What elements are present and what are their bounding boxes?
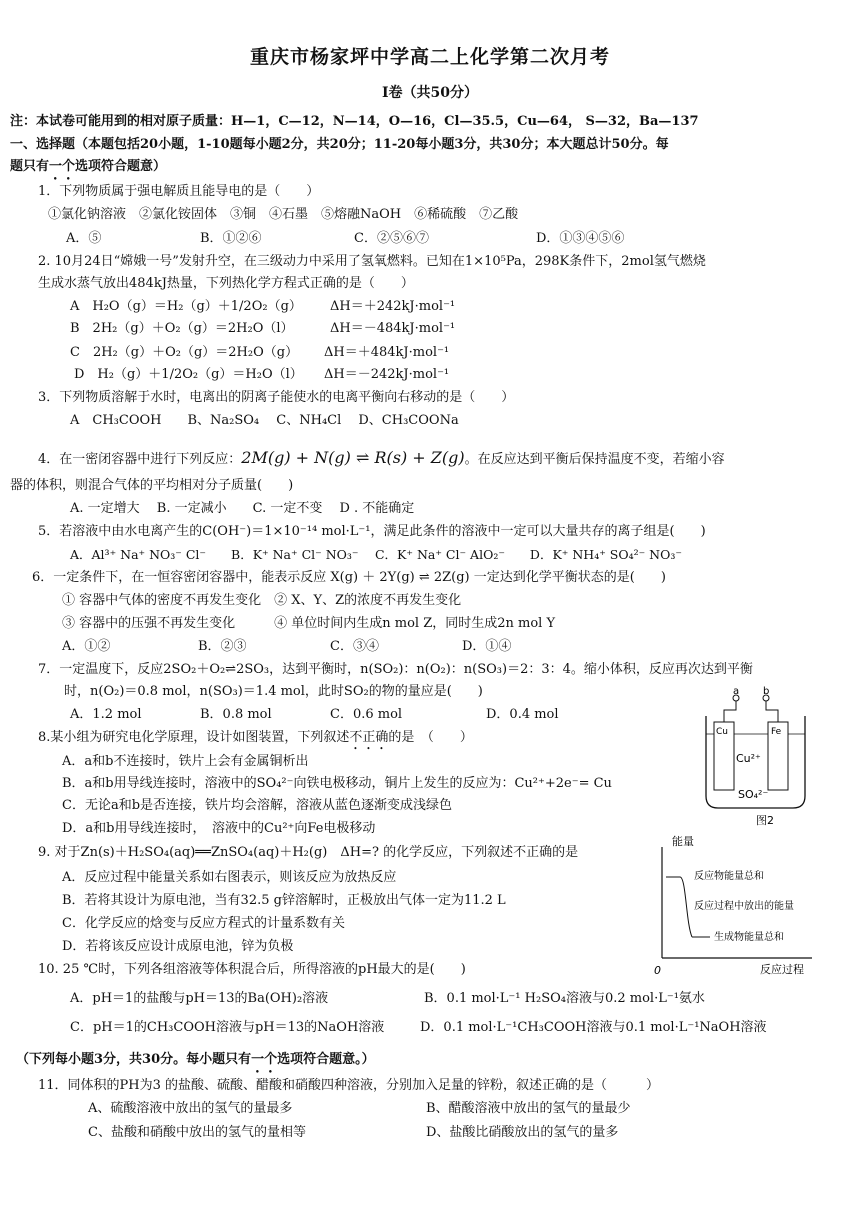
q4-stem: 4．在一密闭容器中进行下列反应：2M(g) + N(g) ⇌ R(s) + Z(g)。在反应达到平衡后保持温度不变，若缩小容 xyxy=(38,448,725,467)
q2-option-a: A H₂O（g）＝H₂（g）＋1/2O₂（g） xyxy=(70,299,302,314)
q7-option-a: A．1.2 mol xyxy=(70,707,142,722)
q1-option-c: C．②⑤⑥⑦ xyxy=(354,231,429,246)
q10-option-c: C．pH＝1的CH₃COOH溶液与pH＝13的NaOH溶液 xyxy=(70,1020,385,1035)
cu-electrode-label: Cu xyxy=(716,727,728,737)
q11-option-c: C、盐酸和硝酸中放出的氢气的量相等 xyxy=(88,1125,306,1140)
q8-option-d: D．a和b用导线连接时， 溶液中的Cu²⁺向Fe电极移动 xyxy=(62,821,376,836)
q2-option-d: D H₂（g）＋1/2O₂（g）＝H₂O（l） xyxy=(74,367,303,382)
q8-stem: 8.某小组为研究电化学原理，设计如图装置，下列叙述不正确的是 （ ） xyxy=(38,730,473,745)
q11-option-d: D、盐酸比硝酸放出的氢气的量多 xyxy=(426,1125,619,1140)
q2-option-c-dh: ΔH＝＋484kJ·mol⁻¹ xyxy=(324,345,450,360)
q9-option-c: C．化学反应的焓变与反应方程式的计量系数有关 xyxy=(62,916,345,931)
q8-option-b: B．a和b用导线连接时，溶液中的SO₄²⁻向铁电极移动，铜片上发生的反应为：Cu²⁺+2e⁻= Cu xyxy=(62,776,612,791)
q6-items-1: ① 容器中气体的密度不再发生变化 ② X、Y、Z的浓度不再发生变化 xyxy=(62,593,462,608)
section2-header: （下列每小题3分，共30分。每小题只有一个选项符合题意。） xyxy=(16,1052,375,1067)
q8-option-c: C．无论a和b是否连接，铁片均会溶解，溶液从蓝色逐渐变成浅绿色 xyxy=(62,798,453,813)
q10-option-a: A．pH＝1的盐酸与pH＝13的Ba(OH)₂溶液 xyxy=(70,991,329,1006)
q3-stem: 3．下列物质溶解于水时，电离出的阴离子能使水的电离平衡向右移动的是（ ） xyxy=(38,390,515,405)
electrochemical-cell-figure xyxy=(698,686,813,826)
q1-option-b: B．①②⑥ xyxy=(200,231,262,246)
q6-option-a: A．①② xyxy=(62,639,111,654)
page-title: 重庆市杨家坪中学高二上化学第二次月考 xyxy=(249,46,610,68)
q5-stem: 5．若溶液中由水电离产生的C(OH⁻)＝1×10⁻¹⁴ mol·L⁻¹，满足此条件的溶液中一定可以大量共存的离子组是( ) xyxy=(38,524,706,539)
q1-option-a: A．⑤ xyxy=(66,231,102,246)
q4-stem-line2: 器的体积，则混合气体的平均相对分子质量( ) xyxy=(10,478,294,493)
q11-option-b: B、醋酸溶液中放出的氢气的量最少 xyxy=(426,1101,631,1116)
q10-stem: 10. 25 ℃时，下列各组溶液等体积混合后，所得溶液的pH最大的是( ) xyxy=(38,962,466,977)
q7-stem-line1: 7．一定温度下，反应2SO₂＋O₂⇌2SO₃，达到平衡时，n(SO₂)：n(O₂)：n(SO₃)＝2：3：4。缩小体积，反应再次达到平衡 xyxy=(38,662,753,677)
fe-electrode-label: Fe xyxy=(771,727,782,737)
q2-option-b: B 2H₂（g）＋O₂（g）＝2H₂O（l） xyxy=(70,321,294,336)
q7-option-c: C．0.6 mol xyxy=(330,707,403,722)
q7-option-d: D．0.4 mol xyxy=(486,707,559,722)
q4-options: A. 一定增大 B. 一定减小 C. 一定不变 D . 不能确定 xyxy=(70,501,415,516)
q10-option-b: B．0.1 mol·L⁻¹ H₂SO₄溶液与0.2 mol·L⁻¹氨水 xyxy=(424,991,705,1006)
section1-header: 一、选择题（本题包括20小题，1-10题每小题2分，共20分；11-20每小题3分，共30分；本大题总计50分。每 xyxy=(10,137,669,152)
q6-option-b: B．②③ xyxy=(198,639,247,654)
q10-option-d: D．0.1 mol·L⁻¹CH₃COOH溶液与0.1 mol·L⁻¹NaOH溶液 xyxy=(420,1020,767,1035)
q9-option-a: A．反应过程中能量关系如右图表示，则该反应为放热反应 xyxy=(62,870,397,885)
reactant-energy-label: 反应物能量总和 xyxy=(694,871,764,882)
q8-option-a: A．a和b不连接时，铁片上会有金属铜析出 xyxy=(62,754,309,769)
q9-option-d: D．若将该反应设计成原电池，锌为负极 xyxy=(62,939,294,954)
product-energy-label: 生成物能量总和 xyxy=(714,932,784,943)
q2-stem-line1: 2. 10月24日“嫦娥一号”发射升空，在三级动力中采用了氢氧燃料。已知在1×10⁵Pa，298K条件下，2mol氢气燃烧 xyxy=(38,254,706,269)
q1-items: ①氯化钠溶液 ②氯化铵固体 ③铜 ④石墨 ⑤熔融NaOH ⑥稀硫酸 ⑦乙酸 xyxy=(48,207,519,222)
energy-axis-label: 能量 xyxy=(672,835,694,848)
q11-stem: 11．同体积的PH为3 的盐酸、硫酸、醋酸和硝酸四种溶液，分别加入足量的锌粉，叙述正确的是（ ） xyxy=(38,1078,660,1093)
q6-option-d: D．①④ xyxy=(462,639,512,654)
q5-options: A．Al³⁺ Na⁺ NO₃⁻ Cl⁻ B．K⁺ Na⁺ Cl⁻ NO₃⁻ C．K⁺ Na⁺ Cl⁻ AlO₂⁻ D．K⁺ NH₄⁺ SO₄²⁻ NO₃⁻ xyxy=(70,547,682,562)
q6-stem: 6．一定条件下，在一恒容密闭容器中，能表示反应 X(g) ＋ 2Y(g) ⇌ 2Z(g) 一定达到化学平衡状态的是( ) xyxy=(32,570,666,585)
q2-option-b-dh: ΔH＝－484kJ·mol⁻¹ xyxy=(330,321,456,336)
q7-option-b: B．0.8 mol xyxy=(200,707,272,722)
q9-stem: 9. 对于Zn(s)＋H₂SO₄(aq)══ZnSO₄(aq)＋H₂(g) ΔH=? 的化学反应，下列叙述不正确的是 xyxy=(38,845,579,860)
q2-option-d-dh: ΔH＝－242kJ·mol⁻¹ xyxy=(324,367,450,382)
origin-label: 0 xyxy=(654,964,661,977)
q2-option-c: C 2H₂（g）＋O₂（g）＝2H₂O（g） xyxy=(70,345,299,360)
section1-header-line2: 题只有一个选项符合题意） xyxy=(10,159,167,174)
atomic-mass-note: 注：本试卷可能用到的相对原子质量：H—1，C—12，N—14，O—16，Cl—35.5，Cu—64， S—32，Ba—137 xyxy=(10,114,699,129)
figure-caption: 图2 xyxy=(756,814,774,826)
q2-stem-line2: 生成水蒸气放出484kJ热量，下列热化学方程式正确的是（ ） xyxy=(38,276,414,291)
section-subtitle: Ⅰ卷（共50分） xyxy=(381,85,479,101)
process-axis-label: 反应过程 xyxy=(760,963,804,976)
cu-ion-label: Cu²⁺ xyxy=(736,752,761,765)
q4-equation: 2M(g) + N(g) ⇌ R(s) + Z(g) xyxy=(241,448,465,467)
q6-option-c: C．③④ xyxy=(330,639,379,654)
terminal-b-label: b xyxy=(763,686,770,697)
q1-option-d: D．①③④⑤⑥ xyxy=(536,231,625,246)
q6-items-2: ③ 容器中的压强不再发生变化 ④ 单位时间内生成n mol Z，同时生成2n mol Y xyxy=(62,616,556,631)
q11-option-a: A、硫酸溶液中放出的氢气的量最多 xyxy=(88,1101,293,1116)
q3-options: A CH₃COOH B、Na₂SO₄ C、NH₄Cl D、CH₃COONa xyxy=(70,413,459,428)
sulfate-label: SO₄²⁻ xyxy=(738,788,769,801)
released-energy-label: 反应过程中放出的能量 xyxy=(694,901,794,912)
q1-stem: 1．下列物质属于强电解质且能导电的是（ ） xyxy=(38,184,320,199)
q7-stem-line2: 时，n(O₂)＝0.8 mol，n(SO₃)＝1.4 mol，此时SO₂的物的量应是( ) xyxy=(64,684,483,699)
terminal-a-label: a xyxy=(733,686,740,697)
energy-diagram-figure xyxy=(652,833,822,978)
q9-option-b: B．若将其设计为原电池，当有32.5 g锌溶解时，正极放出气体一定为11.2 L xyxy=(62,893,506,908)
q2-option-a-dh: ΔH＝＋242kJ·mol⁻¹ xyxy=(330,299,456,314)
